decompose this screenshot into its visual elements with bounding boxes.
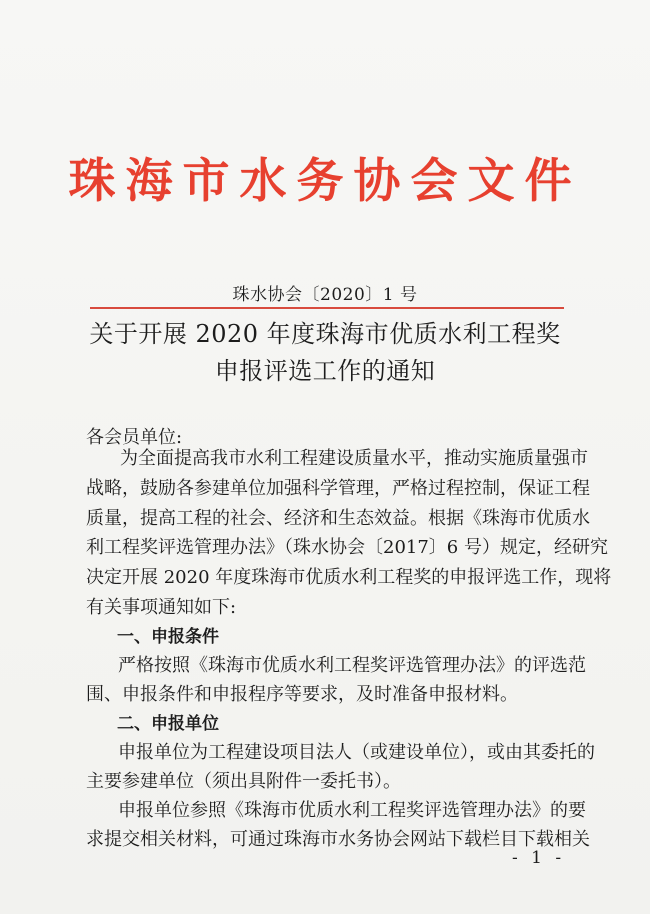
section-1-line-2: 围、申报条件和申报程序等要求，及时准备申报材料。	[86, 684, 518, 705]
document-number: 珠水协会〔2020〕1 号	[232, 285, 418, 305]
intro-line-3: 质量，提高工程的社会、经济和生态效益。根据《珠海市优质水	[86, 508, 590, 529]
red-divider-line	[90, 307, 564, 309]
section-2-line-4: 求提交相关材料，可通过珠海市水务协会网站下载栏目下载相关	[86, 829, 590, 850]
red-header-title: 珠海市水务协会文件	[68, 154, 582, 209]
section-2-heading: 二、申报单位	[117, 714, 219, 734]
notice-title-line-1: 关于开展 2020 年度珠海市优质水利工程奖	[89, 320, 561, 348]
page-number: - 1 -	[512, 848, 566, 868]
intro-line-1: 为全面提高我市水利工程建设质量水平，推动实施质量强市	[120, 448, 588, 469]
intro-line-5: 决定开展 2020 年度珠海市优质水利工程奖的申报评选工作，现将	[86, 567, 612, 588]
section-2-line-2: 主要参建单位（须出具附件一委托书）。	[86, 771, 401, 792]
section-1-line-1: 严格按照《珠海市优质水利工程奖评选管理办法》的评选范	[118, 655, 586, 676]
notice-title-line-2: 申报评选工作的通知	[214, 357, 436, 385]
intro-line-6: 有关事项通知如下:	[86, 597, 237, 618]
section-2-line-3: 申报单位参照《珠海市优质水利工程奖评选管理办法》的要	[118, 800, 586, 821]
intro-line-4: 利工程奖评选管理办法》（珠水协会〔2017〕6 号）规定，经研究	[86, 537, 608, 558]
section-1-heading: 一、申报条件	[117, 627, 219, 647]
section-2-line-1: 申报单位为工程建设项目法人（或建设单位），或由其委托的	[118, 742, 595, 763]
intro-line-2: 战略，鼓励各参建单位加强科学管理，严格过程控制，保证工程	[86, 478, 590, 499]
salutation: 各会员单位:	[86, 427, 183, 448]
